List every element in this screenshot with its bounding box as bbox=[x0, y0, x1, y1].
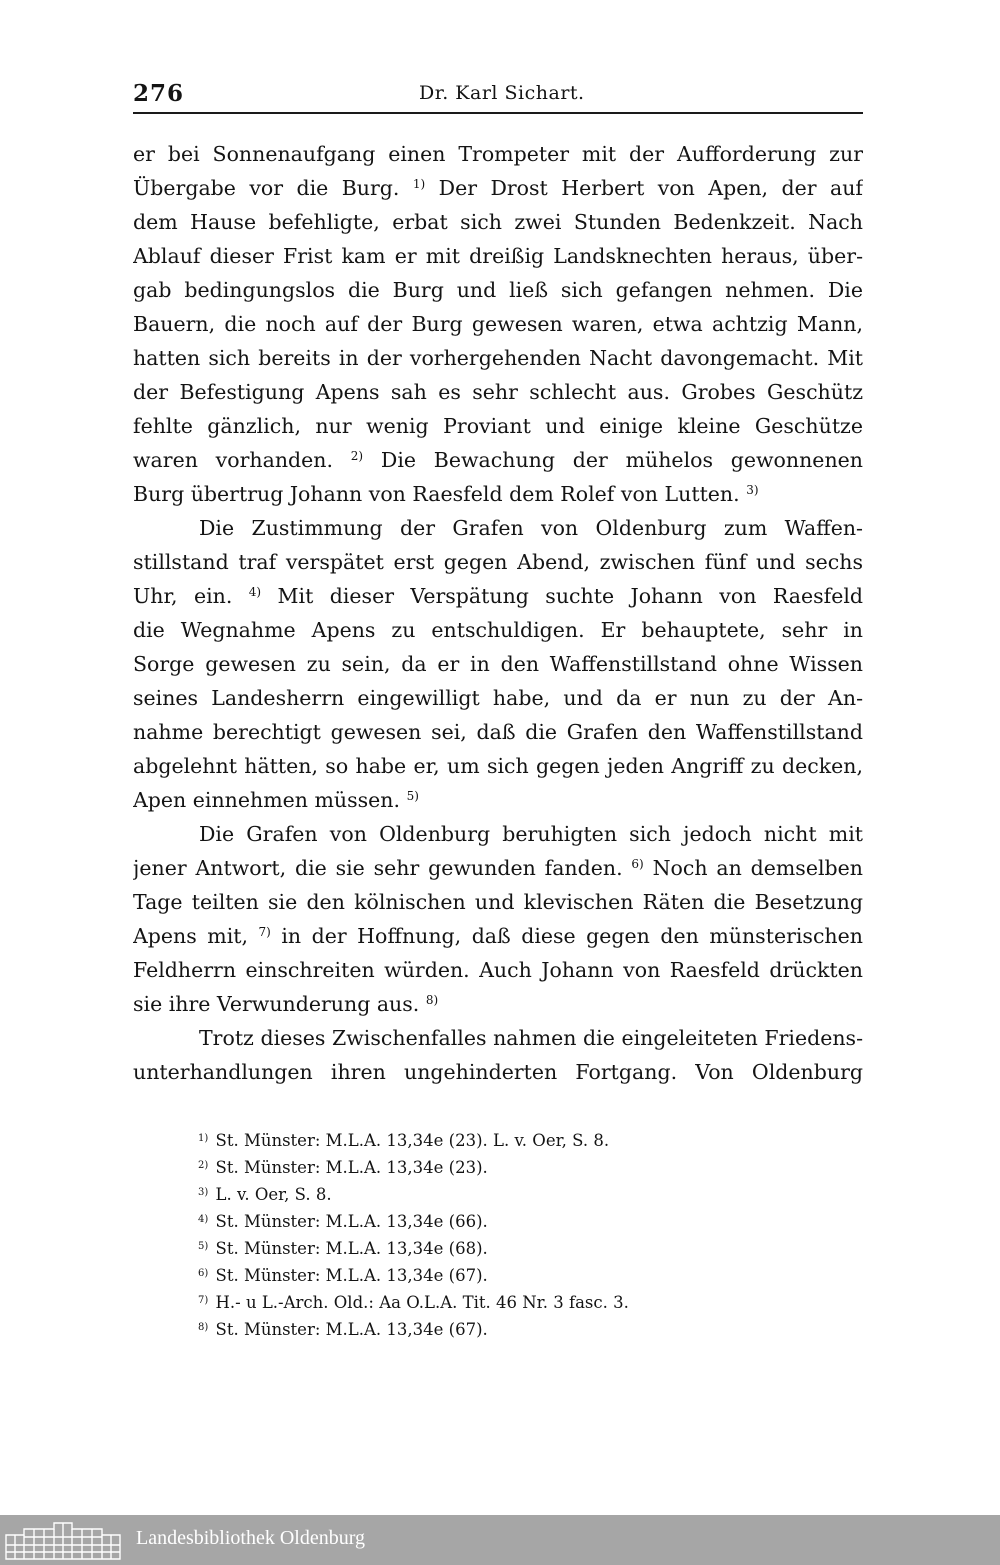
text-line: sie ihre Verwunderung aus. $^{8)}$ bbox=[133, 992, 439, 1016]
footnote-ref: 2) bbox=[350, 449, 364, 463]
footnote-mark: 5) bbox=[198, 1241, 209, 1252]
footnote bbox=[198, 1235, 818, 1262]
footnote bbox=[198, 1289, 818, 1316]
footnote-text: St. Münster: M.L.A. 13,34e (23). L. v. Oer, S. 8. bbox=[215, 1131, 610, 1150]
text-line: Feldherrn einschreiten würden. Auch Johann von Raesfeld drückten bbox=[133, 958, 863, 982]
header-rule bbox=[133, 112, 863, 114]
footnote bbox=[198, 1127, 818, 1154]
text-line: abgelehnt hätten, so habe er, um sich gegen jeden Angriff zu decken, bbox=[133, 754, 863, 778]
footnote-mark: 4) bbox=[198, 1214, 209, 1225]
text-line: stillstand traf verspätet erst gegen Abend, zwischen fünf und sechs bbox=[133, 550, 863, 574]
footnote-text: St. Münster: M.L.A. 13,34e (67). bbox=[215, 1320, 488, 1339]
text-line: Ablauf dieser Frist kam er mit dreißig Landsknechten heraus, über- bbox=[133, 244, 863, 268]
footnote bbox=[198, 1208, 818, 1235]
text-line: gab bedingungslos die Burg und ließ sich gefangen nehmen. Die bbox=[133, 278, 863, 302]
text-line: seines Landesherrn eingewilligt habe, und da er nun zu der An- bbox=[133, 686, 863, 710]
text-line: Apen einnehmen müssen. $^{5)}$ bbox=[133, 788, 419, 812]
footnote-mark: 2) bbox=[198, 1160, 209, 1171]
text-line: die Wegnahme Apens zu entschuldigen. Er behauptete, sehr in bbox=[133, 618, 863, 642]
text-line: Sorge gewesen zu sein, da er in den Waffenstillstand ohne Wissen bbox=[133, 652, 863, 676]
footer-label: Landesbibliothek Oldenburg bbox=[136, 1527, 366, 1549]
text-line: unterhandlungen ihren ungehinderten Fortgang. Von Oldenburg bbox=[133, 1060, 863, 1084]
footnote-mark: 7) bbox=[198, 1295, 209, 1306]
page-header bbox=[133, 80, 863, 116]
page-number: 276 bbox=[133, 80, 185, 107]
text-line: der Befestigung Apens sah es sehr schlecht aus. Grobes Geschütz bbox=[133, 380, 863, 404]
text-line: Trotz dieses Zwischenfalles nahmen die eingeleiteten Friedens- bbox=[199, 1026, 863, 1050]
footnote bbox=[198, 1262, 818, 1289]
footnote-text: St. Münster: M.L.A. 13,34e (68). bbox=[215, 1239, 488, 1258]
footnote-text: St. Münster: M.L.A. 13,34e (67). bbox=[215, 1266, 488, 1285]
text-line: Tage teilten sie den kölnischen und klevischen Räten die Besetzung bbox=[133, 890, 863, 914]
footer-bar bbox=[0, 1515, 1000, 1565]
footnote-mark: 3) bbox=[198, 1187, 209, 1198]
footnote bbox=[198, 1154, 818, 1181]
footnote-text: St. Münster: M.L.A. 13,34e (66). bbox=[215, 1212, 488, 1231]
text-line: Apens mit, $^{7)}$ in der Hoffnung, daß diese gegen den münsterischen bbox=[133, 924, 863, 948]
footnote-mark: 6) bbox=[198, 1268, 209, 1279]
footnote-ref: 7) bbox=[258, 925, 271, 939]
footnote-ref: 6) bbox=[631, 857, 644, 871]
footnotes bbox=[198, 1127, 818, 1343]
footnote-ref: 8) bbox=[425, 993, 439, 1007]
footnote-mark: 1) bbox=[198, 1133, 209, 1144]
footnote-ref: 5) bbox=[406, 789, 419, 803]
text-line: Die Grafen von Oldenburg beruhigten sich jedoch nicht mit bbox=[199, 822, 863, 846]
text-line: Die Zustimmung der Grafen von Oldenburg zum Waffen- bbox=[199, 516, 863, 540]
footnote-text: L. v. Oer, S. 8. bbox=[215, 1185, 332, 1204]
text-line: fehlte gänzlich, nur wenig Proviant und einige kleine Geschütze bbox=[133, 414, 863, 438]
footnote-ref: 4) bbox=[248, 585, 262, 599]
text-line: Burg übertrug Johann von Raesfeld dem Rolef von Lutten. $^{3)}$ bbox=[133, 482, 759, 506]
footnote-ref: 1) bbox=[412, 177, 426, 191]
text-line: waren vorhanden. $^{2)}$ Die Bewachung der mühelos gewonnenen bbox=[133, 448, 863, 472]
text-line: hatten sich bereits in der vorhergehenden Nacht davongemacht. Mit bbox=[133, 346, 863, 370]
text-line: Bauern, die noch auf der Burg gewesen waren, etwa achtzig Mann, bbox=[133, 312, 863, 336]
text-line: Übergabe vor die Burg. $^{1)}$ Der Drost Herbert von Apen, der auf bbox=[133, 176, 863, 200]
footnote-text: St. Münster: M.L.A. 13,34e (23). bbox=[215, 1158, 488, 1177]
text-line: Uhr, ein. $^{4)}$ Mit dieser Verspätung suchte Johann von Raesfeld bbox=[133, 584, 863, 608]
body-text bbox=[133, 137, 863, 1089]
footnote bbox=[198, 1316, 818, 1343]
text-line: er bei Sonnenaufgang einen Trompeter mit der Aufforderung zur bbox=[133, 142, 863, 166]
footnote bbox=[198, 1181, 818, 1208]
footnote-mark: 8) bbox=[198, 1322, 209, 1333]
text-line: nahme berechtigt gewesen sei, daß die Grafen den Waffenstillstand bbox=[133, 720, 863, 744]
footnote-ref: 3) bbox=[746, 483, 759, 497]
footnote-text: H.- u L.-Arch. Old.: Aa O.L.A. Tit. 46 Nr. 3 fasc. 3. bbox=[215, 1293, 629, 1312]
library-building-icon bbox=[4, 1519, 122, 1561]
running-head: Dr. Karl Sichart. bbox=[419, 82, 585, 104]
text-line: dem Hause befehligte, erbat sich zwei Stunden Bedenkzeit. Nach bbox=[133, 210, 863, 234]
text-line: jener Antwort, die sie sehr gewunden fanden. $^{6)}$ Noch an demselben bbox=[133, 856, 863, 880]
